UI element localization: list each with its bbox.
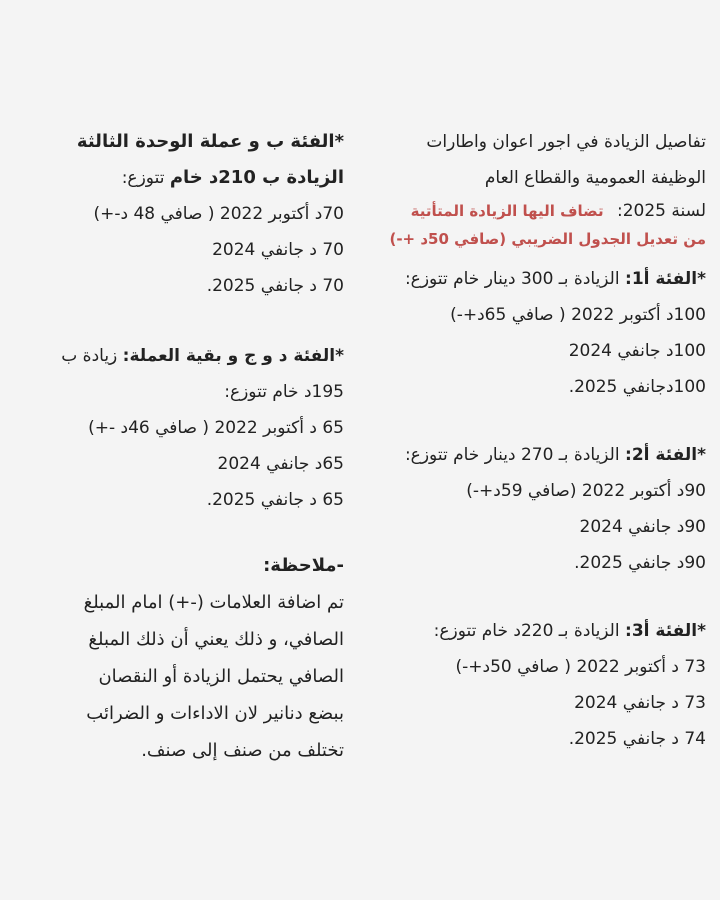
a3-line: 74 د جانفي 2025.	[568, 729, 706, 749]
category-b-subtitle: الزيادة ب 210د خام تتوزع:	[121, 167, 344, 188]
left-column	[14, 124, 344, 769]
note-line: تم اضافة العلامات (-+) امام المبلغ	[83, 592, 344, 613]
red-note-2: من تعديل الجدول الضريبي (صافي 50د +-)	[389, 230, 706, 248]
d-line: 65 د جانفي 2025.	[206, 490, 344, 510]
note-line: الصافي، و ذلك يعني أن ذلك المبلغ	[88, 629, 344, 650]
d-line: 65 د أكتوبر 2022 ( صافي 46د -+)	[88, 418, 344, 438]
note-title: -ملاحظة:	[263, 555, 344, 576]
a1-line: 100د جانفي 2024	[568, 341, 706, 361]
b-line: 70د أكتوبر 2022 ( صافي 48 د-+)	[93, 204, 344, 224]
a2-line: 90د أكتوبر 2022 (صافي 59د+-)	[466, 481, 706, 501]
b-line: 70 د جانفي 2024	[212, 240, 344, 260]
a2-line: 90د جانفي 2025.	[574, 553, 706, 573]
a1-line: 100دجانفي 2025.	[568, 377, 706, 397]
intro-line-1: تفاصيل الزيادة في اجور اعوان واطارات	[426, 132, 706, 152]
category-a2-title: *الفئة أ2: الزيادة بـ 270 دينار خام تتوزع:	[404, 445, 706, 465]
right-column	[376, 124, 706, 757]
b-line: 70 د جانفي 2025.	[206, 276, 344, 296]
a3-line: 73 د جانفي 2024	[574, 693, 706, 713]
a1-line: 100د أكتوبر 2022 ( صافي 65د+-)	[450, 305, 706, 325]
category-a1-title: *الفئة أ1: الزيادة بـ 300 دينار خام تتوزع:	[404, 269, 706, 289]
d-line: 65د جانفي 2024	[217, 454, 344, 474]
a3-line: 73 د أكتوبر 2022 ( صافي 50د+-)	[455, 657, 706, 677]
note-body	[14, 584, 344, 769]
note-line: الصافي يحتمل الزيادة أو النقصان	[98, 666, 344, 687]
note-line: تختلف من صنف إلى صنف.	[141, 740, 344, 761]
category-b-title: *الفئة ب و عملة الوحدة الثالثة	[76, 131, 344, 152]
category-a3-title: *الفئة أ3: الزيادة بـ 220د خام تتوزع:	[433, 621, 706, 641]
a2-line: 90د جانفي 2024	[579, 517, 706, 537]
note-line: ببضع دنانير لان الاداءات و الضرائب	[86, 703, 344, 724]
red-note-1: تضاف اليها الزيادة المتأتية	[410, 202, 604, 220]
year-line: لسنة 2025: تضاف اليها الزيادة المتأتية	[410, 201, 706, 221]
category-d-title: *الفئة د و ج و بقية العملة: زيادة ب	[61, 346, 344, 366]
d-line: 195د خام تتوزع:	[224, 382, 344, 402]
intro-line-2: الوظيفة العمومية والقطاع العام	[484, 168, 706, 188]
